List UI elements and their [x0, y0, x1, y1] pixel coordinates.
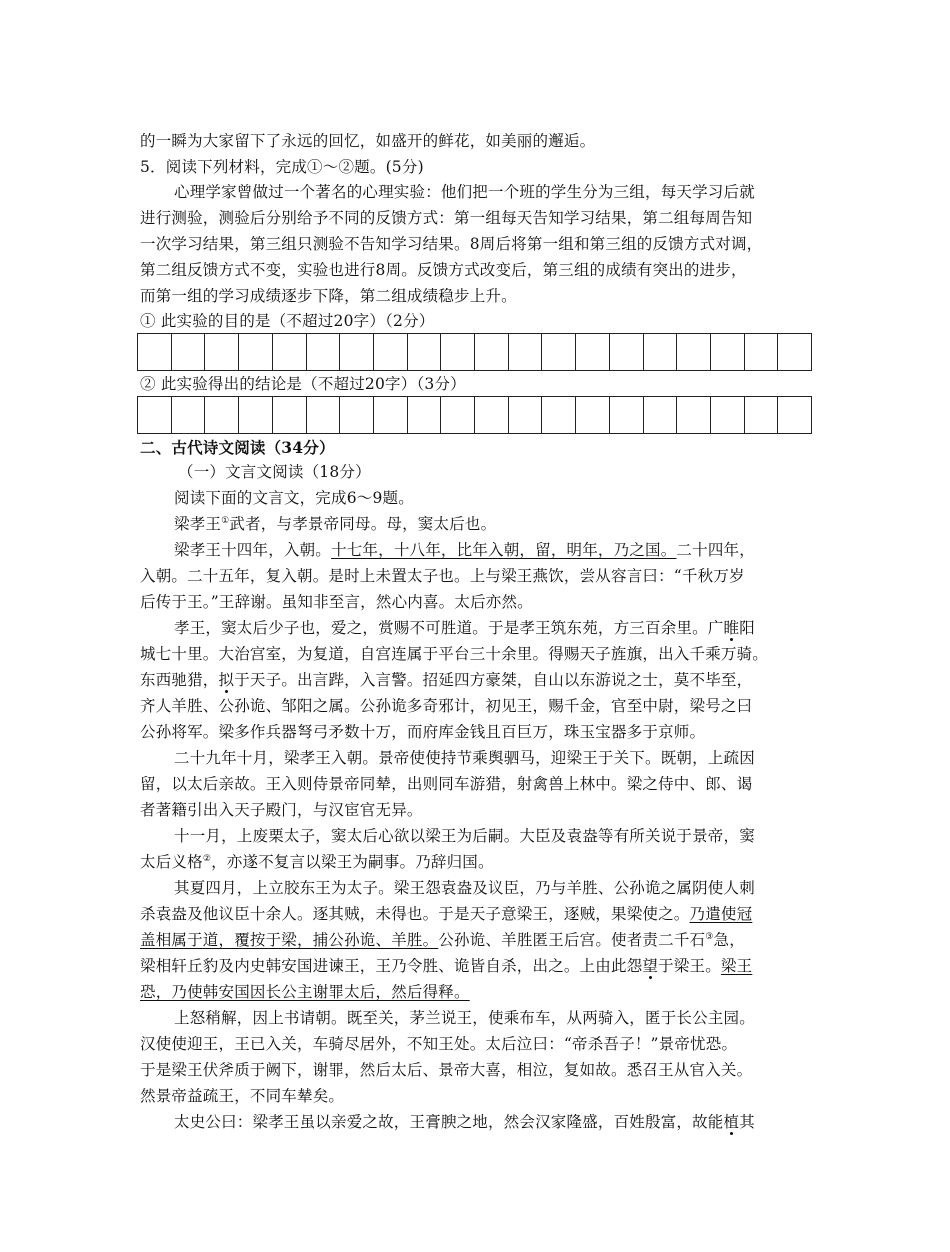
answer-cell[interactable] — [408, 397, 442, 433]
answer-grid-1[interactable] — [137, 333, 812, 371]
text-line: 盖相属于道，覆按于梁，捕公孙诡、羊胜。公孙诡、羊胜匿王后宫。使者责二千石③急， — [140, 931, 745, 949]
text-line: 入朝。二十五年，复入朝。是时上未置太子也。上与梁王燕饮，尝从容言曰：“千秋万岁 — [140, 567, 745, 585]
answer-cell[interactable] — [273, 334, 307, 370]
answer-cell[interactable] — [644, 397, 678, 433]
text-line: 然景帝益疏王，不同车辇矣。 — [140, 1087, 345, 1105]
subsection-heading: （一）文言文阅读（18分） — [178, 463, 371, 481]
answer-grid-2[interactable] — [137, 396, 812, 434]
text-line: 孝王，窦太后少子也，爱之，赏赐不可胜道。于是孝王筑东苑，方三百余里。广睢阳 — [174, 619, 755, 637]
underlined-sentence: 盖相属于道，覆按于梁，捕公孙诡、羊胜。 — [140, 931, 439, 949]
text-line: 一次学习结果，第三组只测验不告知学习结果。8周后将第一组和第三组的反馈方式对调， — [140, 235, 763, 253]
answer-cell[interactable] — [745, 397, 779, 433]
text-line: 城七十里。大治宫室，为复道，自宫连属于平台三十余里。得赐天子旌旗，出入千乘万骑。 — [140, 645, 769, 663]
answer-cell[interactable] — [340, 397, 374, 433]
answer-cell[interactable] — [138, 397, 172, 433]
question-5-part-1: ① 此实验的目的是（不超过20字）（2分） — [140, 312, 435, 330]
answer-cell[interactable] — [172, 397, 206, 433]
answer-cell[interactable] — [475, 397, 509, 433]
text-line: 太史公曰：梁孝王虽以亲爱之故，王膏腴之地，然会汉家隆盛，百姓殷富，故能植其 — [174, 1113, 755, 1131]
answer-cell[interactable] — [778, 334, 811, 370]
answer-cell[interactable] — [374, 334, 408, 370]
answer-cell[interactable] — [711, 334, 745, 370]
answer-cell[interactable] — [745, 334, 779, 370]
text-line: 公孙将军。梁多作兵器弩弓矛数十万，而府库金钱且百巨万，珠玉宝器多于京师。 — [140, 723, 706, 741]
text-line: 后传于王。”王辞谢。虽知非至言，然心内喜。太后亦然。 — [140, 593, 533, 611]
answer-cell[interactable] — [576, 334, 610, 370]
question-5-part-2: ② 此实验得出的结论是（不超过20字）（3分） — [140, 375, 466, 393]
answer-cell[interactable] — [307, 397, 341, 433]
answer-cell[interactable] — [172, 334, 206, 370]
text-line: 者著籍引出入天子殿门，与汉宦官无异。 — [140, 801, 423, 819]
answer-cell[interactable] — [610, 334, 644, 370]
dotted-character: 拟 — [218, 671, 235, 689]
text-line: 留，以太后亲故。王入则侍景帝同辇，出则同车游猎，射禽兽上林中。梁之侍中、郎、谒 — [140, 775, 753, 793]
text-line: 梁孝王十四年，入朝。十七年，十八年，比年入朝，留，明年，乃之国。二十四年， — [174, 541, 755, 559]
underlined-sentence: 梁王 — [720, 957, 753, 975]
section-2-heading: 二、古代诗文阅读（34分） — [140, 438, 335, 457]
footnote-marker: ③ — [705, 931, 714, 942]
answer-cell[interactable] — [441, 397, 475, 433]
underlined-sentence: 恐，乃使韩安国因长公主谢罪太后，然后得释。 — [140, 983, 470, 1001]
instruction-line: 阅读下面的文言文，完成6～9题。 — [174, 489, 414, 507]
text-line: 而第一组的学习成绩逐步下降，第二组成绩稳步上升。 — [140, 287, 517, 305]
text-line: 杀袁盎及他议臣十余人。逐其贼，未得也。于是天子意梁王，逐贼，果梁使之。乃遣使冠 — [140, 905, 753, 923]
text-line: 东西驰猎，拟于天子。出言跸，入言警。招延四方豪桀，自山以东游说之士，莫不毕至， — [140, 671, 753, 689]
text-line: 汉使使迎王，王已入关，车骑尽居外，不知王处。太后泣曰：“帝杀吾子！”景帝忧恐。 — [140, 1035, 738, 1053]
text-line: 的一瞬为大家留下了永远的回忆，如盛开的鲜花，如美丽的邂逅。 — [140, 132, 596, 150]
text-line: 太后义格②，亦遂不复言以梁王为嗣事。乃辞归国。 — [140, 853, 494, 871]
dotted-character: 望 — [642, 957, 659, 975]
text-line: 上怒稍解，因上书请朝。既至关，茅兰说王，使乘布车，从两骑入，匿于长公主园。 — [174, 1009, 755, 1027]
answer-cell[interactable] — [239, 334, 273, 370]
text-line: 进行测验，测验后分别给予不同的反馈方式：第一组每天告知学习结果，第二组每周告知 — [140, 209, 753, 227]
underlined-sentence: 乃遣使冠 — [689, 905, 753, 923]
answer-cell[interactable] — [677, 334, 711, 370]
answer-cell[interactable] — [475, 334, 509, 370]
answer-cell[interactable] — [205, 397, 239, 433]
text-line: 于是梁王伏斧质于阙下，谢罪，然后太后、景帝大喜，相泣，复如故。悉召王从官入关。 — [140, 1061, 753, 1079]
dotted-character: 植 — [723, 1113, 740, 1131]
answer-cell[interactable] — [542, 397, 576, 433]
text-line — [140, 980, 816, 1005]
answer-cell[interactable] — [307, 334, 341, 370]
text-line: 心理学家曾做过一个著名的心理实验：他们把一个班的学生分为三组，每天学习后就 — [174, 183, 755, 201]
answer-cell[interactable] — [677, 397, 711, 433]
text-line: 二十九年十月，梁孝王入朝。景帝使使持节乘舆驷马，迎梁王于关下。既朝，上疏因 — [174, 749, 755, 767]
text-line: 梁相轩丘豹及内史韩安国进谏王，王乃令胜、诡皆自杀，出之。上由此怨望于梁王。梁王 — [140, 957, 753, 975]
answer-cell[interactable] — [644, 334, 678, 370]
text-line: 其夏四月，上立胶东王为太子。梁王怨袁盎及议臣，乃与羊胜、公孙诡之属阴使人刺 — [174, 879, 755, 897]
answer-cell[interactable] — [441, 334, 475, 370]
footnote-marker: ① — [221, 515, 230, 526]
text-line: 梁孝王①武者，与孝景帝同母。母，窦太后也。 — [174, 515, 497, 533]
answer-cell[interactable] — [576, 397, 610, 433]
underlined-sentence: 十七年，十八年，比年入朝，留，明年，乃之国。 — [331, 541, 677, 559]
footnote-marker: ② — [202, 853, 212, 864]
text-line: 第二组反馈方式不变，实验也进行8周。反馈方式改变后，第三组的成绩有突出的进步， — [140, 261, 747, 279]
answer-cell[interactable] — [138, 334, 172, 370]
text-line: 齐人羊胜、公孙诡、邹阳之属。公孙诡多奇邪计，初见王，赐千金，官至中尉，梁号之曰 — [140, 697, 753, 715]
answer-cell[interactable] — [374, 397, 408, 433]
question-5-heading: 5．阅读下列材料，完成①～②题。(5分) — [140, 158, 424, 176]
answer-cell[interactable] — [778, 397, 811, 433]
text-line: 十一月，上废栗太子，窦太后心欲以梁王为后嗣。大臣及袁盎等有所关说于景帝，窦 — [174, 827, 755, 845]
answer-cell[interactable] — [205, 334, 239, 370]
answer-cell[interactable] — [711, 397, 745, 433]
answer-cell[interactable] — [509, 334, 543, 370]
answer-cell[interactable] — [340, 334, 374, 370]
answer-cell[interactable] — [273, 397, 307, 433]
dotted-character: 睢 — [723, 619, 740, 637]
answer-cell[interactable] — [239, 397, 273, 433]
answer-cell[interactable] — [509, 397, 543, 433]
answer-cell[interactable] — [610, 397, 644, 433]
answer-cell[interactable] — [542, 334, 576, 370]
answer-cell[interactable] — [408, 334, 442, 370]
